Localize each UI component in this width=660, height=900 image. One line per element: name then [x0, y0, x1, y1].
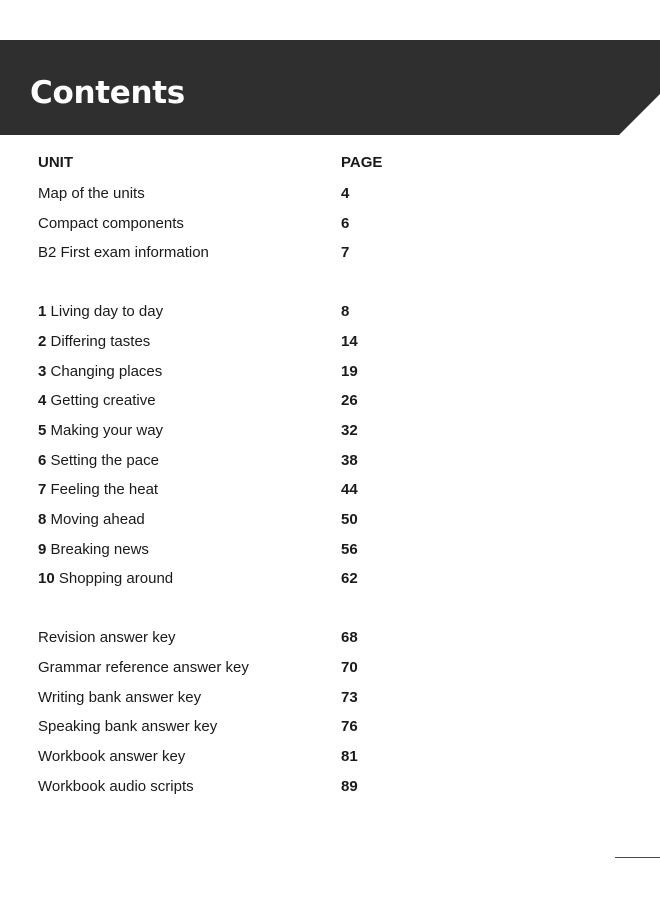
- toc-entry-label: [38, 539, 149, 561]
- toc-row-back-matter: [0, 687, 660, 709]
- toc-entry-page: 4: [341, 185, 350, 202]
- toc-entry-page: 7: [341, 244, 350, 261]
- toc-row-unit: [0, 509, 660, 531]
- toc-entry-page: 56: [341, 541, 358, 558]
- toc-row-back-matter: [0, 776, 660, 798]
- toc-entry-title: Revision answer key: [38, 629, 176, 646]
- unit-number: 2: [38, 333, 47, 350]
- unit-title: Moving ahead: [50, 511, 145, 528]
- toc-row-unit: [0, 331, 660, 353]
- toc-row-unit: [0, 390, 660, 412]
- unit-number: 1: [38, 303, 47, 320]
- toc-entry-label: [38, 331, 150, 353]
- footer-rule: [615, 857, 660, 858]
- toc-entry-title: Workbook answer key: [38, 748, 186, 765]
- toc-row-unit: [0, 479, 660, 501]
- toc-entry-page: 44: [341, 481, 358, 498]
- toc-entry-page: 76: [341, 718, 358, 735]
- toc-row-unit: [0, 361, 660, 383]
- toc-entry-page: 8: [341, 303, 350, 320]
- toc-row-back-matter: [0, 627, 660, 649]
- toc-row-unit: [0, 450, 660, 472]
- toc-row-front-matter: [0, 183, 660, 205]
- toc-entry-title: Writing bank answer key: [38, 689, 202, 706]
- unit-number: 3: [38, 363, 47, 380]
- toc-entry-page: 73: [341, 689, 358, 706]
- toc-entry-page: 68: [341, 629, 358, 646]
- toc-entry-page: 19: [341, 363, 358, 380]
- toc-row-front-matter: [0, 242, 660, 264]
- toc-row-back-matter: [0, 746, 660, 768]
- unit-number: 7: [38, 481, 47, 498]
- toc-entry-page: 14: [341, 333, 358, 350]
- toc-entry-title: Grammar reference answer key: [38, 659, 249, 676]
- toc-entry-page: 6: [341, 215, 350, 232]
- page-column-header: PAGE: [341, 154, 383, 171]
- unit-number: 8: [38, 511, 47, 528]
- unit-title: Living day to day: [50, 303, 164, 320]
- unit-title: Getting creative: [50, 392, 156, 409]
- toc-entry-page: 26: [341, 392, 358, 409]
- toc-header-row: [0, 154, 660, 174]
- toc-entry-label: [38, 301, 163, 323]
- toc-entry-title: Compact components: [38, 215, 184, 232]
- toc-entry-title: B2 First exam information: [38, 244, 209, 261]
- toc-entry-label: [38, 568, 173, 590]
- toc-entry-page: 38: [341, 452, 358, 469]
- unit-title: Differing tastes: [50, 333, 151, 350]
- toc-row-unit: [0, 539, 660, 561]
- page-title: Contents: [30, 75, 185, 111]
- toc-entry-title: Map of the units: [38, 185, 145, 202]
- toc-row-back-matter: [0, 716, 660, 738]
- toc-entry-label: [38, 361, 162, 383]
- unit-title: Making your way: [50, 422, 164, 439]
- toc-entry-title: Workbook audio scripts: [38, 778, 194, 795]
- toc-entry-page: 32: [341, 422, 358, 439]
- toc-row-unit: [0, 301, 660, 323]
- toc-entry-label: [38, 420, 163, 442]
- unit-title: Shopping around: [58, 570, 174, 587]
- unit-number: 5: [38, 422, 47, 439]
- toc-entry-page: 89: [341, 778, 358, 795]
- toc-entry-label: [38, 450, 159, 472]
- unit-title: Feeling the heat: [50, 481, 159, 498]
- unit-number: 9: [38, 541, 47, 558]
- toc-row-back-matter: [0, 657, 660, 679]
- toc-entry-page: 81: [341, 748, 358, 765]
- toc-entry-page: 70: [341, 659, 358, 676]
- toc-entry-page: 50: [341, 511, 358, 528]
- unit-title: Changing places: [50, 363, 163, 380]
- toc-entry-title: Speaking bank answer key: [38, 718, 218, 735]
- toc-row-unit: [0, 420, 660, 442]
- toc-row-unit: [0, 568, 660, 590]
- unit-number: 4: [38, 392, 47, 409]
- unit-number: 6: [38, 452, 47, 469]
- toc-entry-label: [38, 509, 145, 531]
- unit-column-header: UNIT: [38, 154, 73, 171]
- unit-number: 10: [38, 570, 55, 587]
- toc-entry-label: [38, 479, 158, 501]
- toc-row-front-matter: [0, 213, 660, 235]
- unit-title: Setting the pace: [50, 452, 159, 469]
- toc-entry-label: [38, 390, 156, 412]
- toc-entry-page: 62: [341, 570, 358, 587]
- unit-title: Breaking news: [50, 541, 149, 558]
